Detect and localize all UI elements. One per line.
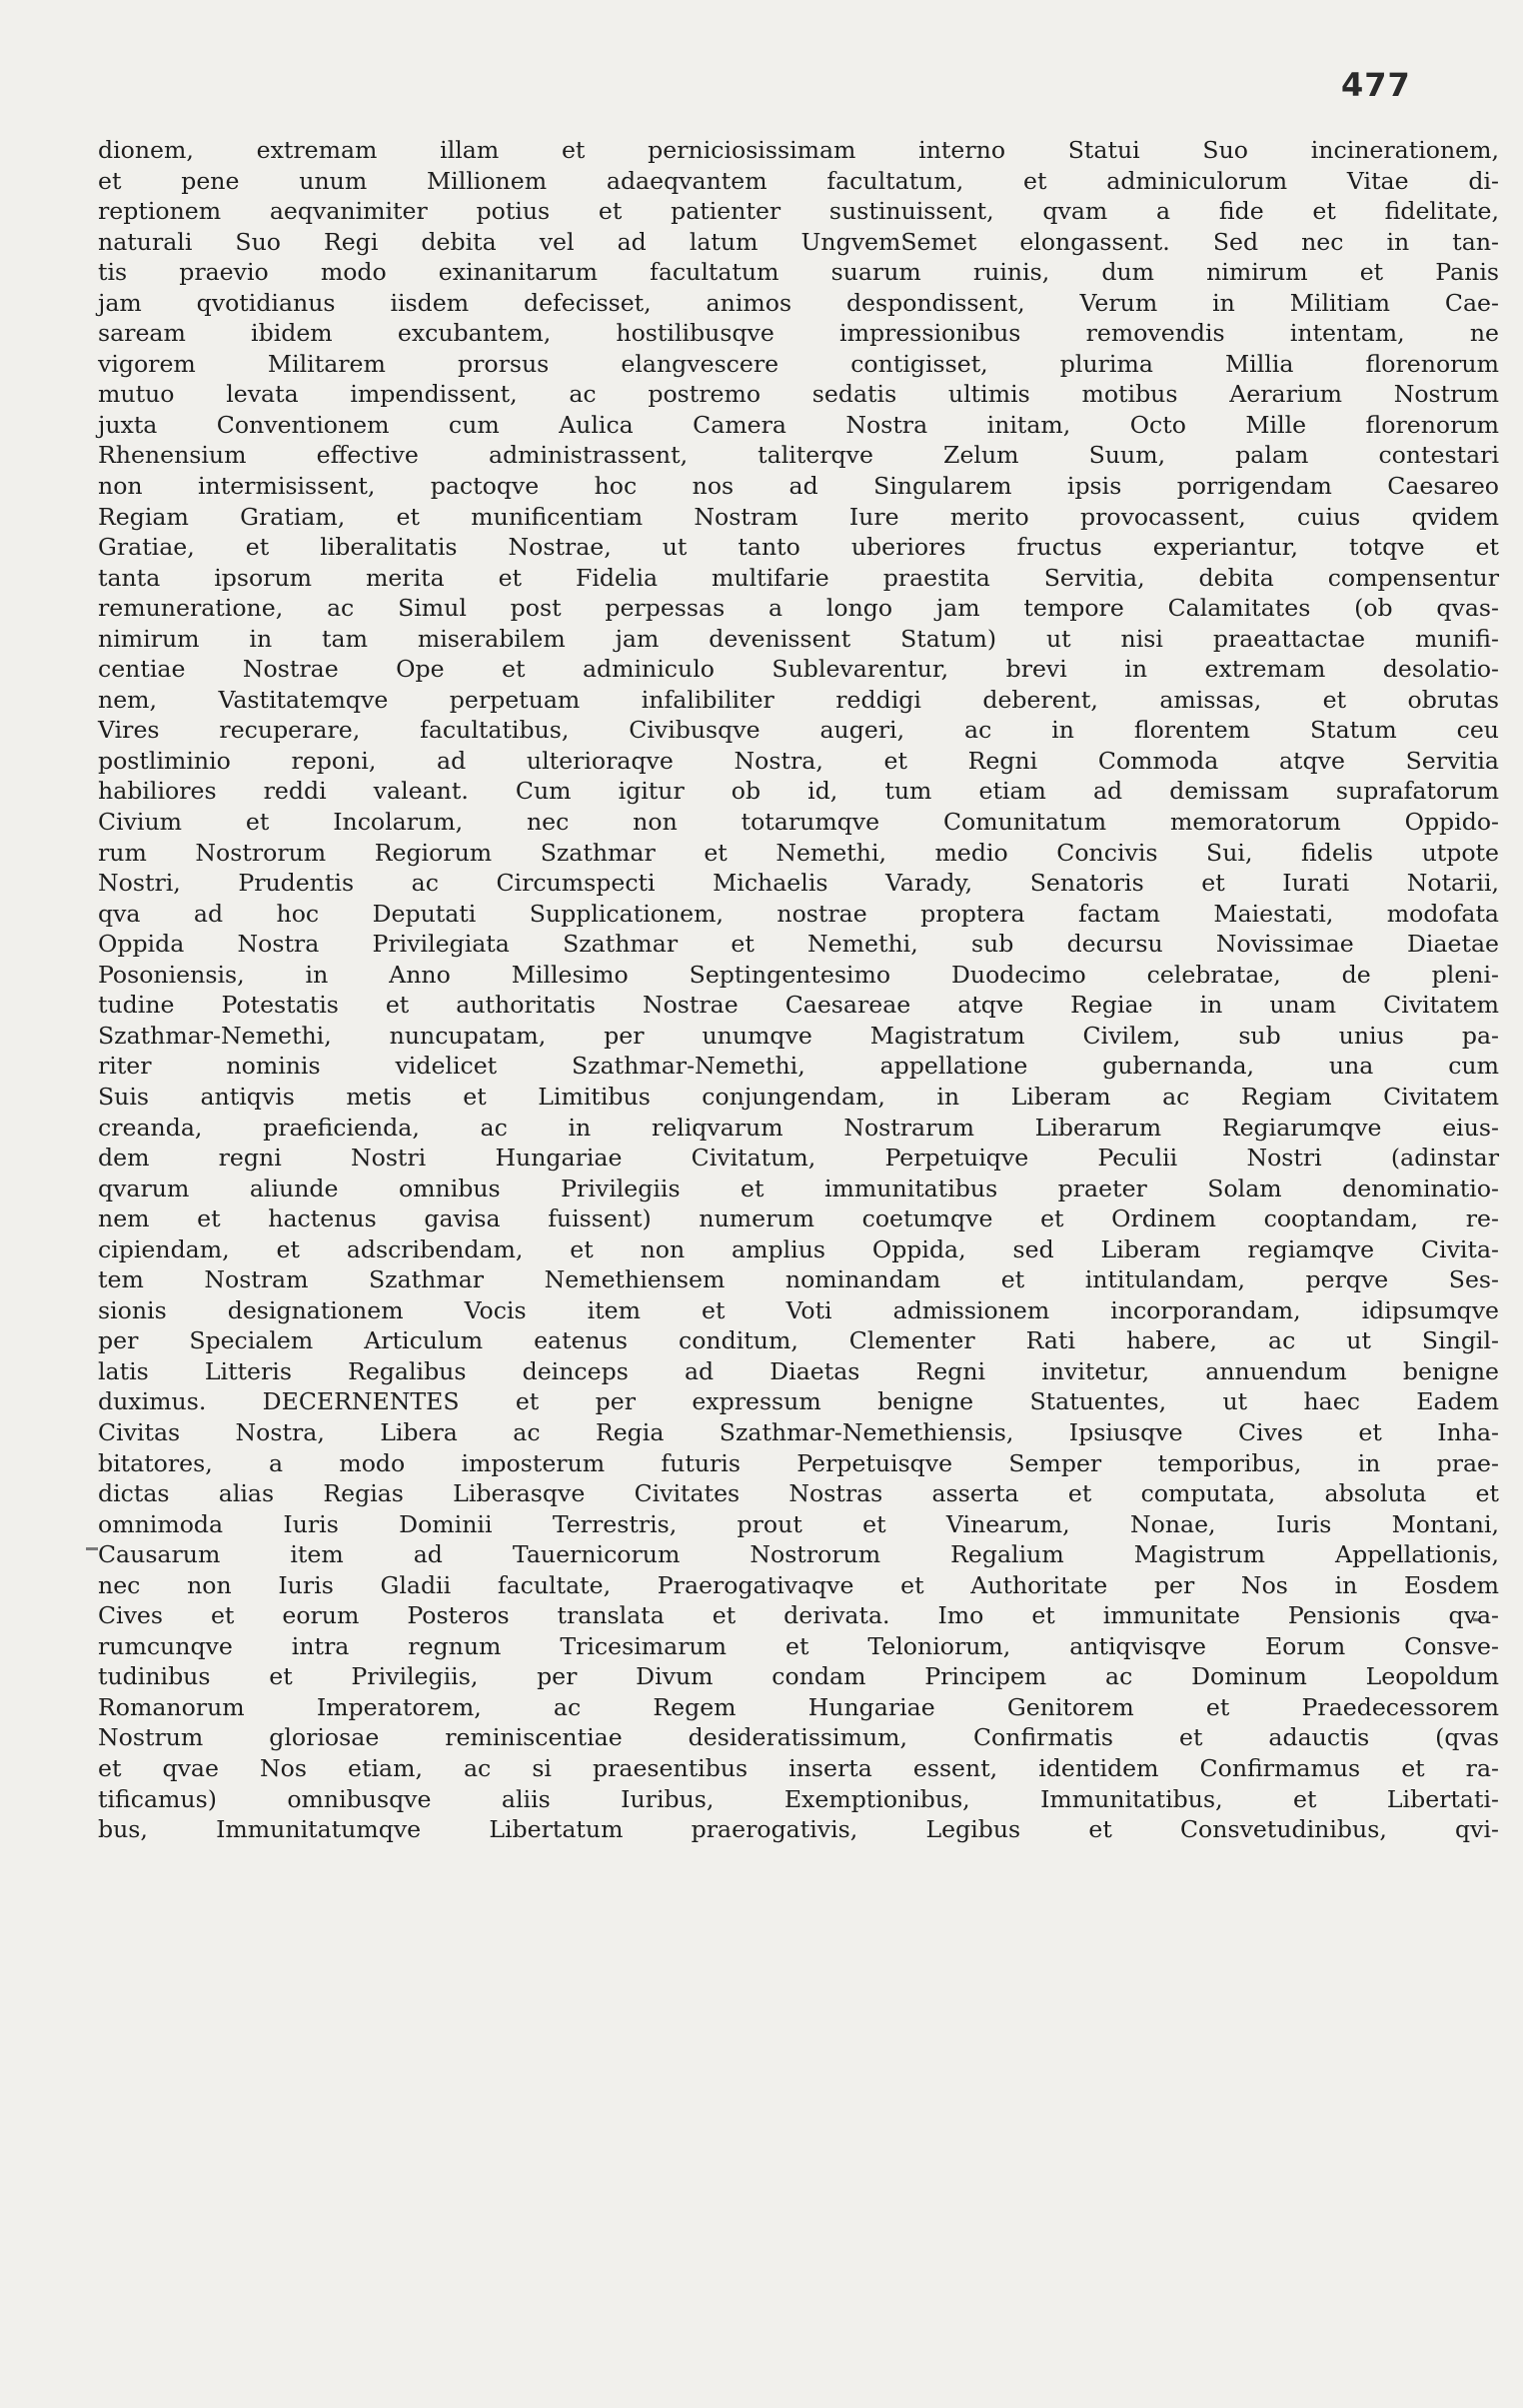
text-line: Civium et Incolarum, nec non totarumqve Comunitatum memoratorum Oppido-: [98, 808, 1499, 837]
text-line: tis praevio modo exinanitarum facultatum suarum ruinis, dum nimirum et Panis: [98, 258, 1499, 287]
text-line: rumcunqve intra regnum Tricesimarum et Teloniorum, antiqvisqve Eorum Consve-: [98, 1631, 1499, 1660]
text-line: nec non Iuris Gladii facultate, Praerogativaqve et Authoritate per Nos in Eosdem: [98, 1570, 1499, 1599]
text-line: tudine Potestatis et authoritatis Nostrae Caesareae atqve Regiae in unam Civitatem: [98, 991, 1499, 1020]
text-line: tificamus) omnibusqve aliis Iuribus, Exemptionibus, Immunitatibus, et Libertati-: [98, 1784, 1499, 1813]
text-line: mutuo levata impendissent, ac postremo sedatis ultimis motibus Aerarium Nostrum: [98, 380, 1499, 409]
text-line: jam qvotidianus iisdem defecisset, animos despondissent, Verum in Militiam Cae-: [98, 288, 1499, 317]
text-line: tem Nostram Szathmar Nemethiensem nominandam et intitulandam, perqve Ses-: [98, 1265, 1499, 1294]
text-line: Civitas Nostra, Libera ac Regia Szathmar-Nemethiensis, Ipsiusqve Cives et Inha-: [98, 1417, 1499, 1446]
text-line: vigorem Militarem prorsus elangvescere contigisset, plurima Millia florenorum: [98, 349, 1499, 378]
margin-mark: [86, 1547, 98, 1550]
text-line: [98, 1845, 1499, 1876]
text-line: Posoniensis, in Anno Millesimo Septingentesimo Duodecimo celebratae, de pleni-: [98, 960, 1499, 989]
text-line: Cives et eorum Posteros translata et derivata. Imo et immunitate Pensionis qva-: [98, 1601, 1499, 1630]
text-line: centiae Nostrae Ope et adminiculo Sublevarentur, brevi in extremam desolatio-: [98, 655, 1499, 684]
text-line: riter nominis videlicet Szathmar-Nemethi, appellatione gubernanda, una cum: [98, 1052, 1499, 1081]
text-line: duximus. DECERNENTES et per expressum benigne Statuentes, ut haec Eadem: [98, 1387, 1499, 1416]
text-line: qva ad hoc Deputati Supplicationem, nostrae proptera factam Maiestati, modofata: [98, 899, 1499, 928]
text-line: bitatores, a modo imposterum futuris Perpetuisqve Semper temporibus, in prae-: [98, 1448, 1499, 1477]
text-line: nimirum in tam miserabilem jam devenissent Statum) ut nisi praeattactae munifi-: [98, 624, 1499, 653]
text-line: et pene unum Millionem adaeqvantem facultatum, et adminiculorum Vitae di-: [98, 166, 1499, 195]
text-line: Nostrum gloriosae reminiscentiae desideratissimum, Confirmatis et adauctis (qvas: [98, 1723, 1499, 1752]
text-line: juxta Conventionem cum Aulica Camera Nostra initam, Octo Mille florenorum: [98, 410, 1499, 439]
text-line: Szathmar-Nemethi, nuncupatam, per unumqve Magistratum Civilem, sub unius pa-: [98, 1021, 1499, 1050]
text-line: tanta ipsorum merita et Fidelia multifarie praestita Servitia, debita compensentur: [98, 563, 1499, 592]
text-line: Regiam Gratiam, et munificentiam Nostram Iure merito provocassent, cuius qvidem: [98, 502, 1499, 531]
text-line: Vires recuperare, facultatibus, Civibusqve augeri, ac in florentem Statum ceu: [98, 716, 1499, 745]
text-line: bus, Immunitatumqve Libertatum praerogativis, Legibus et Consvetudinibus, qvi-: [98, 1815, 1499, 1844]
text-line: reptionem aeqvanimiter potius et patienter sustinuissent, qvam a fide et fidelitate,: [98, 197, 1499, 226]
text-line: remuneratione, ac Simul post perpessas a longo jam tempore Calamitates (ob qvas-: [98, 594, 1499, 623]
text-line: dionem, extremam illam et perniciosissimam interno Statui Suo incinerationem,: [98, 136, 1499, 164]
text-line: Suis antiqvis metis et Limitibus conjungendam, in Liberam ac Regiam Civitatem: [98, 1082, 1499, 1111]
text-line: nem et hactenus gavisa fuissent) numerum coetumqve et Ordinem cooptandam, re-: [98, 1204, 1499, 1233]
text-line: Causarum item ad Tauernicorum Nostrorum Regalium Magistrum Appellationis,: [98, 1540, 1499, 1569]
text-line: qvarum aliunde omnibus Privilegiis et immunitatibus praeter Solam denominatio-: [98, 1174, 1499, 1203]
text-line: Gratiae, et liberalitatis Nostrae, ut tanto uberiores fructus experiantur, totqve et: [98, 533, 1499, 562]
text-line: naturali Suo Regi debita vel ad latum UngvemSemet elongassent. Sed nec in tan-: [98, 227, 1499, 256]
text-line: omnimoda Iuris Dominii Terrestris, prout et Vinearum, Nonae, Iuris Montani,: [98, 1509, 1499, 1538]
text-line: Rhenensium effective administrassent, taliterqve Zelum Suum, palam contestari: [98, 441, 1499, 470]
text-line: dem regni Nostri Hungariae Civitatum, Perpetuiqve Peculii Nostri (adinstar: [98, 1144, 1499, 1173]
text-line: dictas alias Regias Liberasqve Civitates Nostras asserta et computata, absoluta et: [98, 1479, 1499, 1508]
text-line: habiliores reddi valeant. Cum igitur ob id, tum etiam ad demissam suprafatorum: [98, 777, 1499, 806]
text-line: postliminio reponi, ad ulterioraqve Nostra, et Regni Commoda atqve Servitia: [98, 746, 1499, 775]
text-line: saream ibidem excubantem, hostilibusqve impressionibus removendis intentam, ne: [98, 319, 1499, 348]
text-line: tudinibus et Privilegiis, per Divum condam Principem ac Dominum Leopoldum: [98, 1662, 1499, 1691]
text-line: nem, Vastitatemqve perpetuam infalibiliter reddigi deberent, amissas, et obrutas: [98, 685, 1499, 714]
text-line: Romanorum Imperatorem, ac Regem Hungariae Genitorem et Praedecessorem: [98, 1692, 1499, 1721]
body-text: [98, 135, 1499, 1875]
text-line: Nostri, Prudentis ac Circumspecti Michaelis Varady, Senatoris et Iurati Notarii,: [98, 869, 1499, 898]
text-line: per Specialem Articulum eatenus conditum, Clementer Rati habere, ac ut Singil-: [98, 1326, 1499, 1355]
text-line: non intermisissent, pactoqve hoc nos ad Singularem ipsis porrigendam Caesareo: [98, 472, 1499, 501]
text-line: latis Litteris Regalibus deinceps ad Diaetas Regni invitetur, annuendum benigne: [98, 1356, 1499, 1385]
text-line: Oppida Nostra Privilegiata Szathmar et Nemethi, sub decursu Novissimae Diaetae: [98, 930, 1499, 959]
text-line: creanda, praeficienda, ac in reliqvarum Nostrarum Liberarum Regiarumqve eius-: [98, 1113, 1499, 1142]
page-number: 477: [1341, 66, 1411, 104]
text-line: sionis designationem Vocis item et Voti admissionem incorporandam, idipsumqve: [98, 1295, 1499, 1324]
text-line: et qvae Nos etiam, ac si praesentibus inserta essent, identidem Confirmamus et ra-: [98, 1753, 1499, 1782]
text-line: cipiendam, et adscribendam, et non amplius Oppida, sed Liberam regiamqve Civita-: [98, 1234, 1499, 1263]
text-line: rum Nostrorum Regiorum Szathmar et Nemethi, medio Concivis Sui, fidelis utpote: [98, 838, 1499, 867]
